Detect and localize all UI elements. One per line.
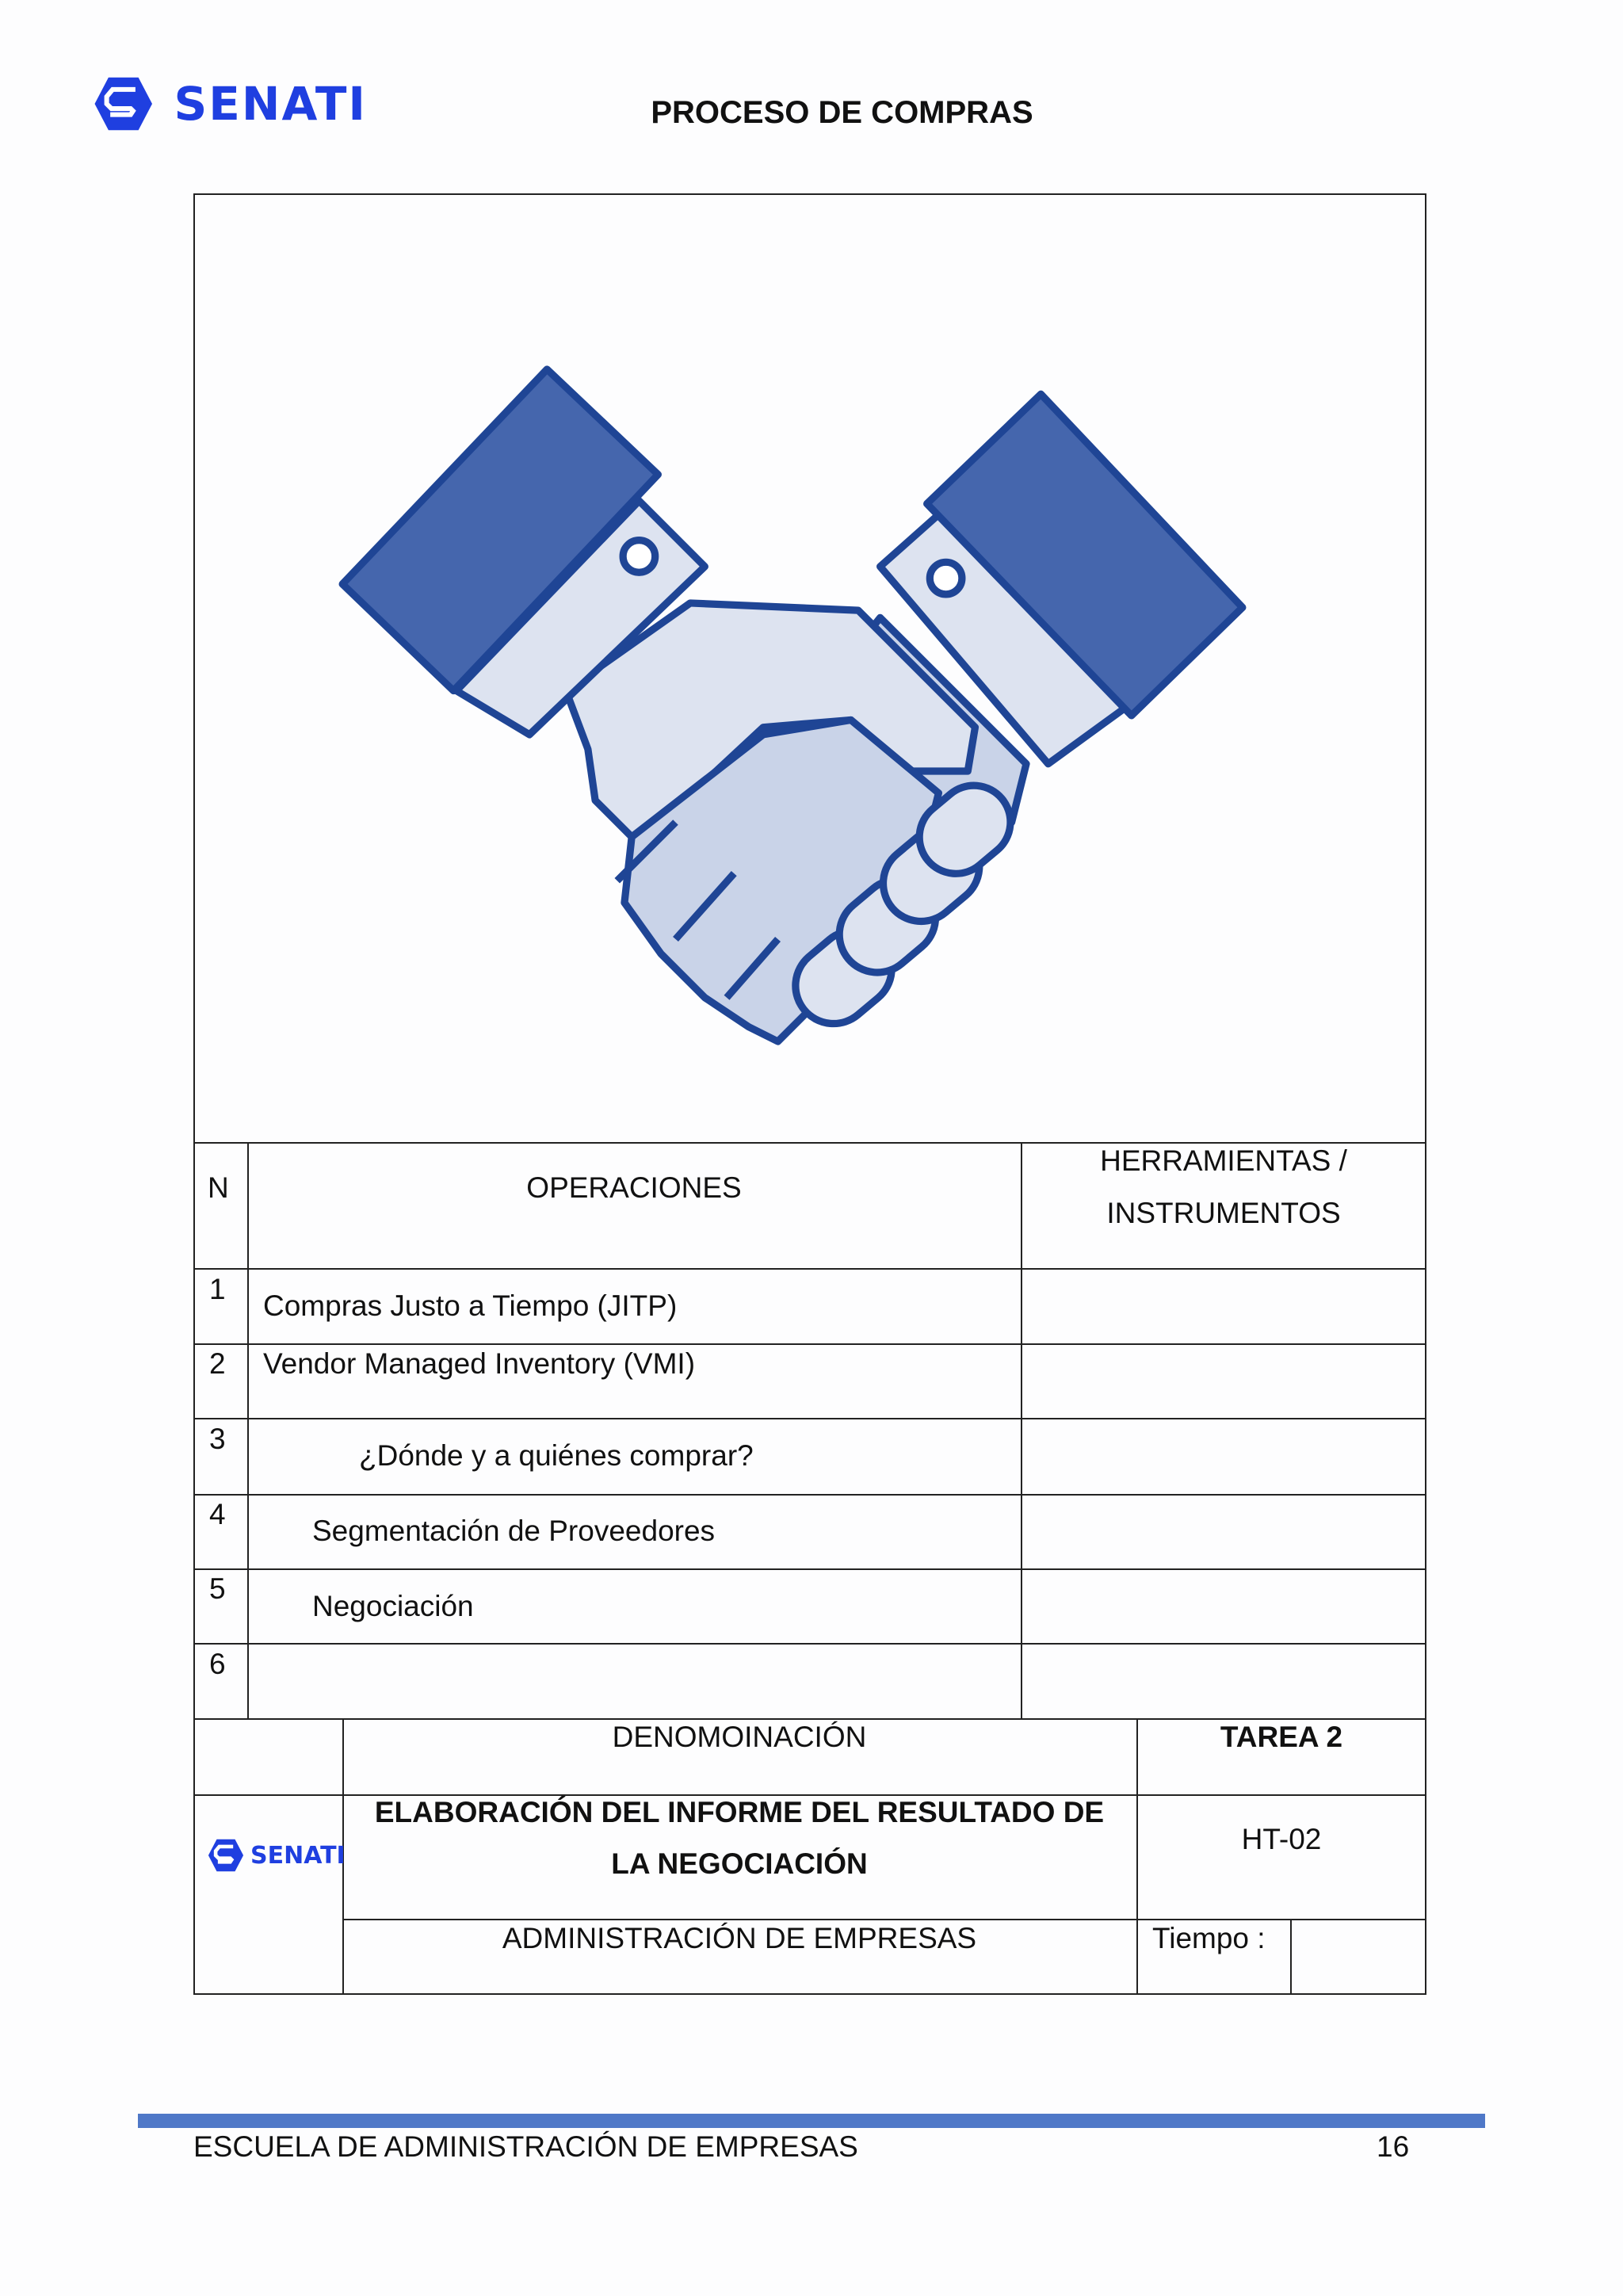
task-title-line1: ELABORACIÓN DEL INFORME DEL RESULTADO DE [374,1796,1105,1828]
divider [193,1718,1426,1720]
senati-logo-text: SENATI [174,77,367,131]
senati-logo-text: SENATI [250,1841,346,1870]
divider [247,1142,249,1718]
divider [342,1919,1426,1920]
divider [193,1494,1426,1496]
title-block-logo [208,1837,346,1874]
row-number: 2 [209,1347,226,1380]
row-operation: Compras Justo a Tiempo (JITP) [263,1289,678,1322]
row-number: 1 [209,1273,226,1305]
denomination-label: DENOMOINACIÓN [612,1721,867,1753]
row-operation: Vendor Managed Inventory (VMI) [263,1347,696,1380]
divider [1136,1718,1138,1995]
page-number: 16 [1377,2130,1410,2163]
program-name: ADMINISTRACIÓN DE EMPRESAS [502,1922,977,1954]
divider [193,1268,1426,1270]
row-number: 5 [209,1572,226,1605]
divider [1290,1919,1292,1995]
column-header-n: N [208,1171,229,1204]
divider [193,1418,1426,1419]
column-header-tools-line2: INSTRUMENTOS [1106,1197,1341,1229]
handshake-icon [325,349,1260,1062]
column-header-operations: OPERACIONES [526,1171,742,1204]
senati-logo [94,66,367,142]
row-operation: Negociación [312,1590,474,1622]
time-label: Tiempo : [1152,1922,1266,1954]
divider [193,1568,1426,1570]
column-header-tools-line1: HERRAMIENTAS / [1100,1144,1347,1177]
document-title: PROCESO DE COMPRAS [651,95,1033,130]
senati-logo-icon [208,1837,244,1874]
task-label: TAREA 2 [1220,1721,1343,1753]
row-operation: ¿Dónde y a quiénes comprar? [359,1439,754,1472]
row-operation: Segmentación de Proveedores [312,1515,716,1547]
divider [193,1643,1426,1645]
footer-school: ESCUELA DE ADMINISTRACIÓN DE EMPRESAS [193,2130,858,2163]
divider [193,1343,1426,1345]
row-number: 3 [209,1423,226,1455]
task-title-line2: LA NEGOCIACIÓN [611,1847,868,1880]
row-number: 4 [209,1498,226,1530]
divider [193,1142,1426,1144]
senati-logo-icon [94,67,154,140]
row-number: 6 [209,1648,226,1680]
footer-bar [138,2114,1485,2128]
task-code: HT-02 [1241,1823,1322,1855]
